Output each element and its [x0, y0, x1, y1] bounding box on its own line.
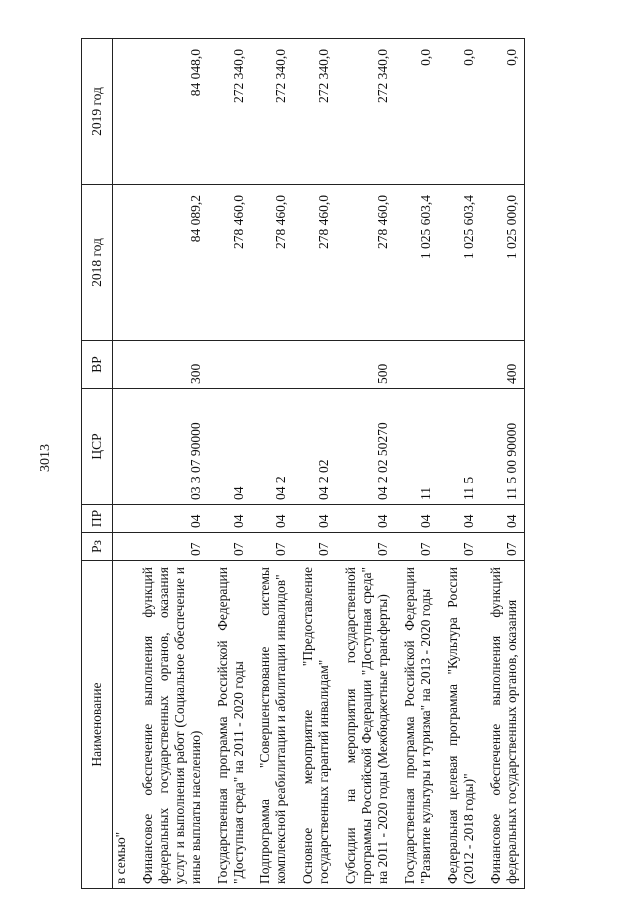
- header-csr: ЦСР: [82, 388, 113, 504]
- row-csr: [113, 388, 134, 504]
- table-row: [251, 38, 294, 888]
- row-2018: 1 025 000,0: [482, 184, 525, 340]
- row-rz: [113, 532, 134, 560]
- row-name: Государственная программа Российской Федерации "Доступная среда" на 2011 - 2020 годы: [209, 560, 252, 888]
- header-2018: 2018 год: [82, 184, 113, 340]
- row-rz: 07: [337, 532, 396, 560]
- row-2019: [113, 38, 134, 184]
- row-rz: 07: [294, 532, 337, 560]
- row-2018: 1 025 603,4: [396, 184, 439, 340]
- row-pr: [113, 504, 134, 532]
- row-2019: 84 048,0: [134, 38, 209, 184]
- row-pr: 04: [251, 504, 294, 532]
- row-csr: 04 2 02 50270: [337, 388, 396, 504]
- row-rz: 07: [482, 532, 525, 560]
- row-vr: 500: [337, 340, 396, 388]
- row-csr: 04: [209, 388, 252, 504]
- row-vr: [439, 340, 482, 388]
- header-pr: ПР: [82, 504, 113, 532]
- row-pr: 04: [134, 504, 209, 532]
- table-row: [134, 38, 209, 888]
- row-2019: 272 340,0: [209, 38, 252, 184]
- row-pr: 04: [337, 504, 396, 532]
- row-name: Финансовое обеспечение выполнения функций федеральных государственных органов, оказания услуг и выполнения работ (Социальное обеспечение и иные выплаты населению): [134, 560, 209, 888]
- row-vr: [113, 340, 134, 388]
- row-csr: 11: [396, 388, 439, 504]
- row-pr: 04: [209, 504, 252, 532]
- row-2018: 84 089,2: [134, 184, 209, 340]
- row-rz: 07: [251, 532, 294, 560]
- row-name: Государственная программа Российской Федерации "Развитие культуры и туризма" на 2013 - 2020 годы: [396, 560, 439, 888]
- table-row: [209, 38, 252, 888]
- row-csr: 03 3 07 90000: [134, 388, 209, 504]
- row-name: Субсидии на мероприятия государственной программы Российской Федерации "Доступная среда" на 2011 - 2020 годы (Межбюджетные трансферты): [337, 560, 396, 888]
- row-2019: 0,0: [439, 38, 482, 184]
- row-rz: 07: [439, 532, 482, 560]
- row-csr: 04 2 02: [294, 388, 337, 504]
- row-name: Федеральная целевая программа "Культура России (2012 - 2018 годы)": [439, 560, 482, 888]
- row-name: в семью": [113, 560, 134, 888]
- table-header-row: [82, 38, 113, 888]
- row-csr: 04 2: [251, 388, 294, 504]
- row-vr: [396, 340, 439, 388]
- header-rz: Рз: [82, 532, 113, 560]
- table-row: [439, 38, 482, 888]
- budget-table: [81, 38, 525, 889]
- row-2019: 0,0: [396, 38, 439, 184]
- row-2018: 278 460,0: [337, 184, 396, 340]
- table-row: [294, 38, 337, 888]
- header-name: Наименование: [82, 560, 113, 888]
- row-vr: 300: [134, 340, 209, 388]
- row-pr: 04: [482, 504, 525, 532]
- row-2018: 278 460,0: [251, 184, 294, 340]
- row-2019: 272 340,0: [251, 38, 294, 184]
- row-name: Финансовое обеспечение выполнения функций федеральных государственных органов, оказания: [482, 560, 525, 888]
- row-vr: [251, 340, 294, 388]
- row-2018: 278 460,0: [294, 184, 337, 340]
- row-rz: 07: [134, 532, 209, 560]
- rotated-page: [81, 39, 601, 889]
- row-rz: 07: [396, 532, 439, 560]
- row-2019: 272 340,0: [294, 38, 337, 184]
- row-2019: 0,0: [482, 38, 525, 184]
- row-pr: 04: [294, 504, 337, 532]
- row-vr: [294, 340, 337, 388]
- row-2018: 278 460,0: [209, 184, 252, 340]
- row-2018: [113, 184, 134, 340]
- table-row: [113, 38, 134, 888]
- header-2019: 2019 год: [82, 38, 113, 184]
- table-row: [396, 38, 439, 888]
- row-csr: 11 5: [439, 388, 482, 504]
- row-csr: 11 5 00 90000: [482, 388, 525, 504]
- table-row: [337, 38, 396, 888]
- row-rz: 07: [209, 532, 252, 560]
- table-row: [482, 38, 525, 888]
- page-number: 3013: [38, 444, 53, 472]
- header-vr: ВР: [82, 340, 113, 388]
- row-vr: [209, 340, 252, 388]
- row-vr: 400: [482, 340, 525, 388]
- row-2018: 1 025 603,4: [439, 184, 482, 340]
- row-pr: 04: [396, 504, 439, 532]
- row-pr: 04: [439, 504, 482, 532]
- row-2019: 272 340,0: [337, 38, 396, 184]
- row-name: Подпрограмма "Совершенствование системы комплексной реабилитации и абилитации инвалидов": [251, 560, 294, 888]
- row-name: Основное мероприятие "Предоставление государственных гарантий инвалидам": [294, 560, 337, 888]
